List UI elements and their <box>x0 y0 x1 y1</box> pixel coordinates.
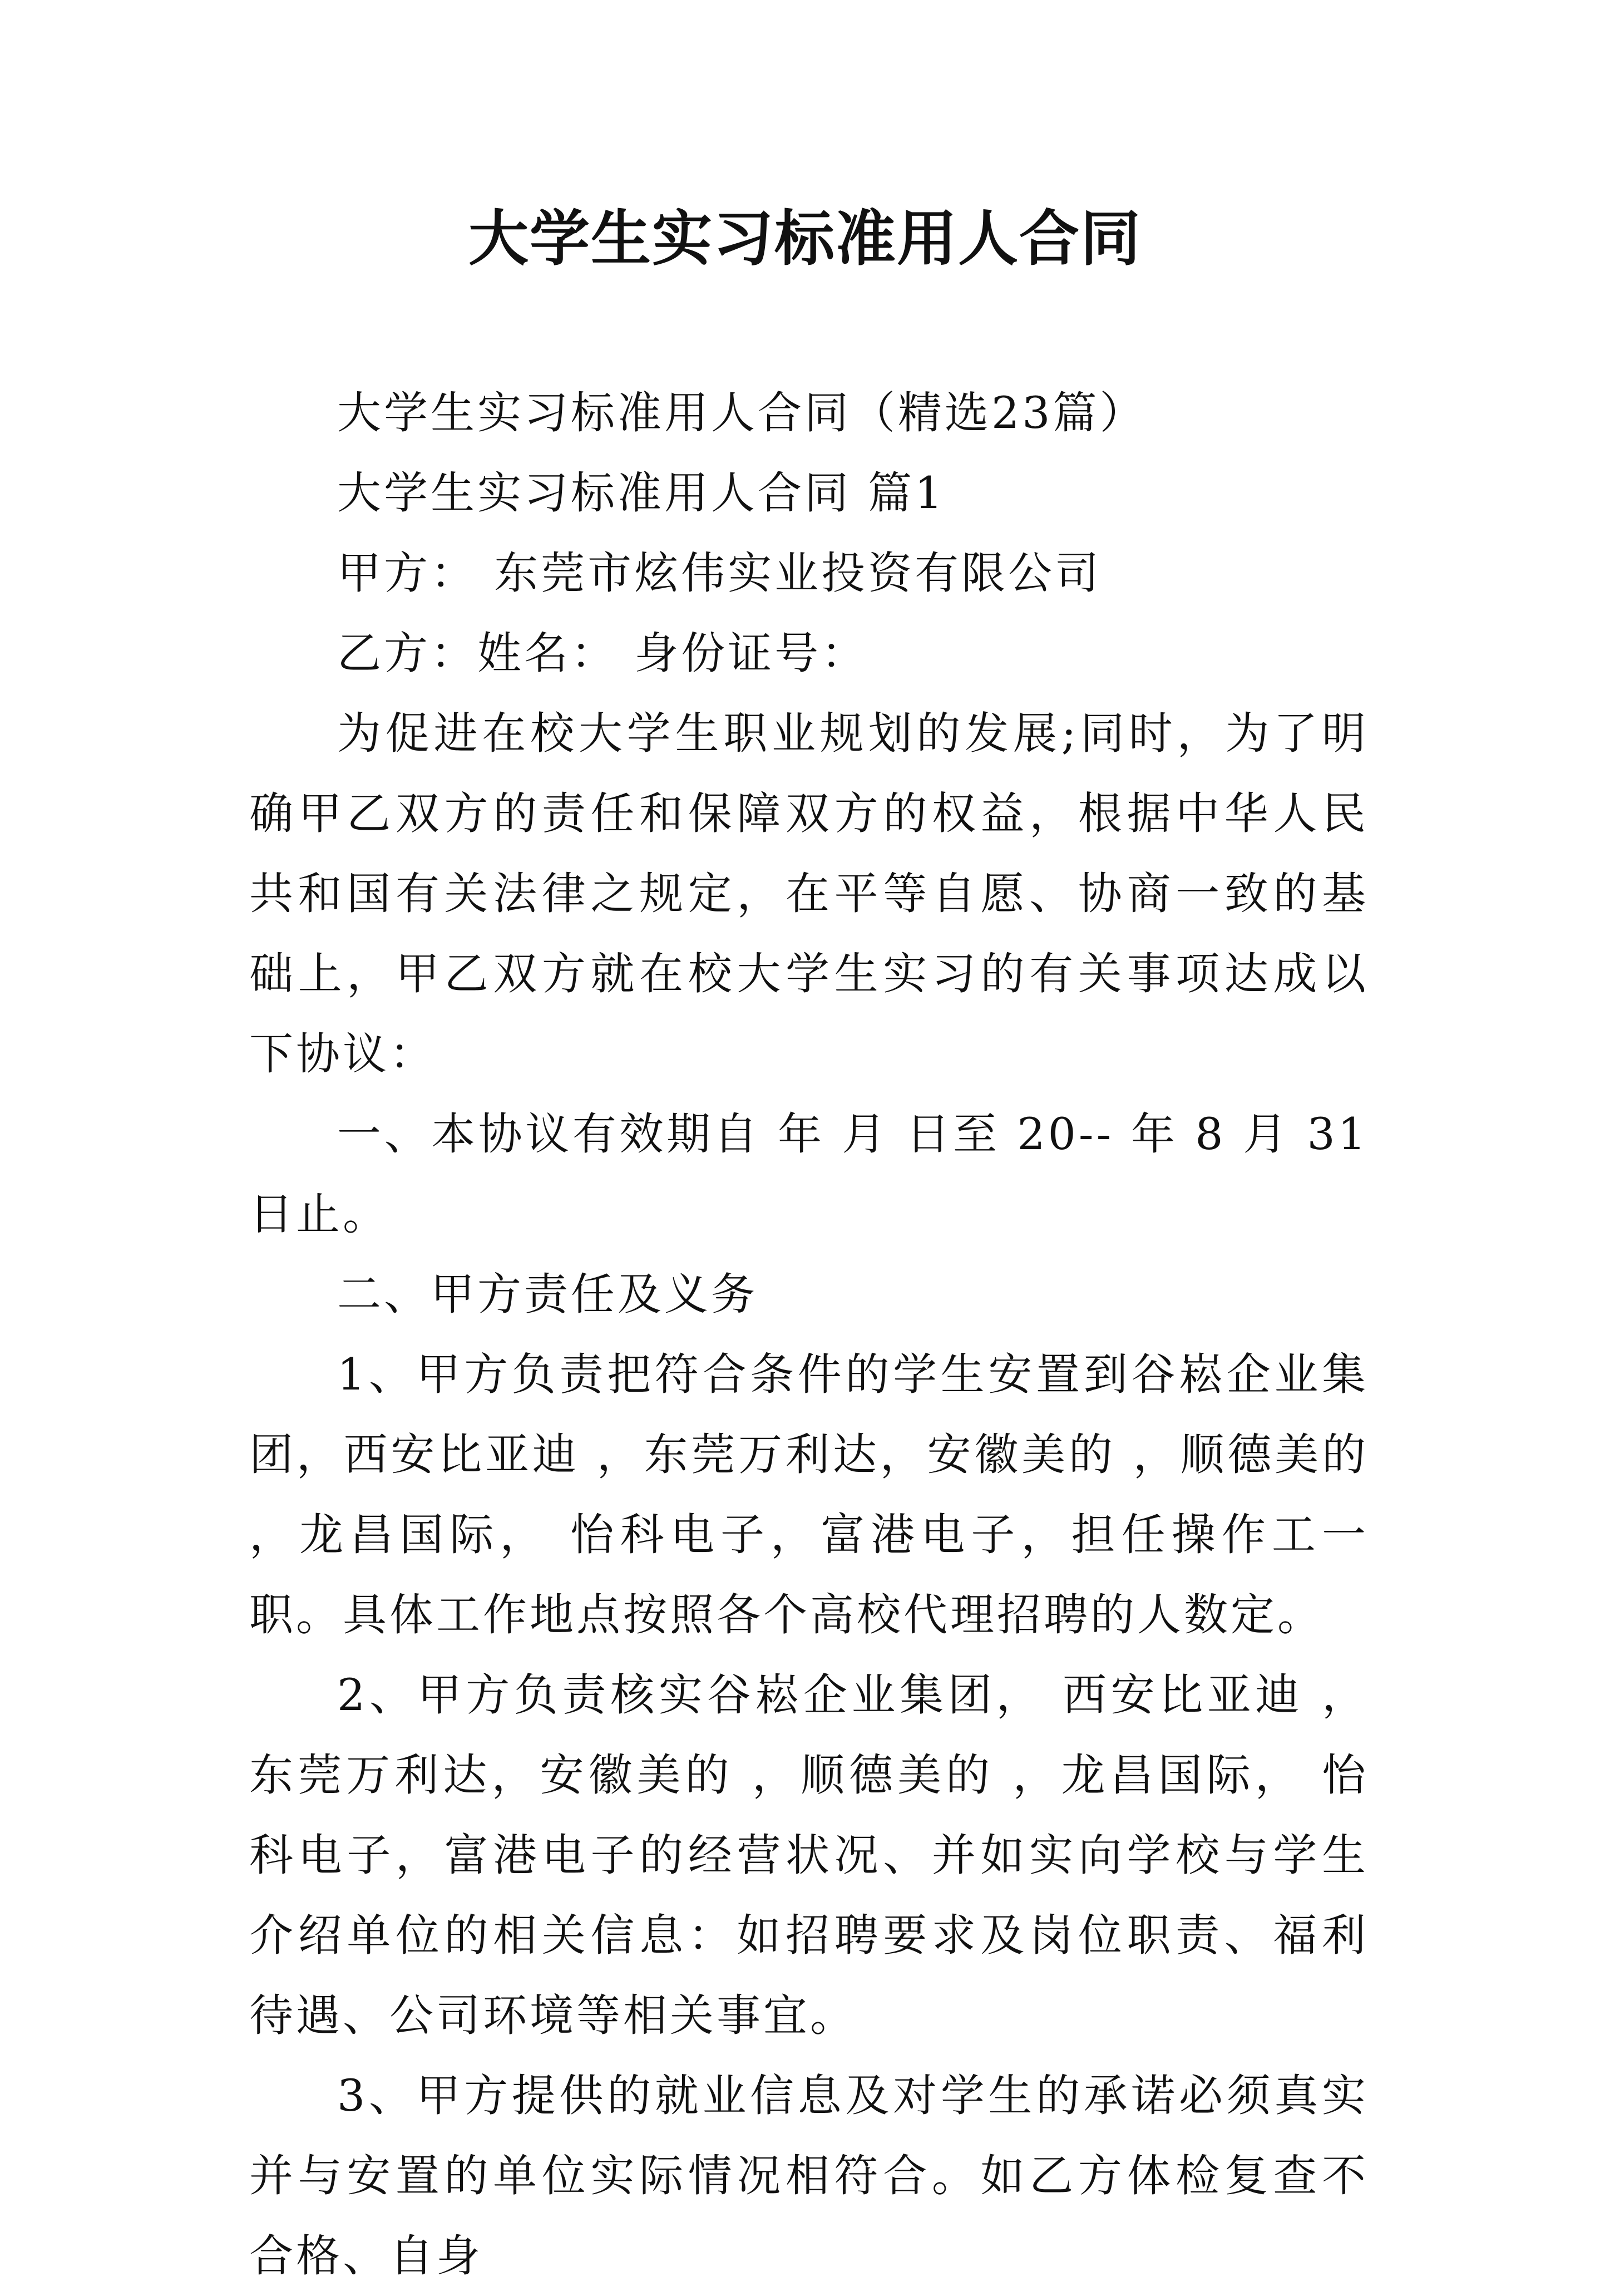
party-a-line: 甲方： 东莞市炫伟实业投资有限公司 <box>337 548 1102 599</box>
clause-item-1: 1、甲方负责把符合条件的学生安置到谷崧企业集团，西安比亚迪 ，东莞万利达，安徽美的 ，顺德美的 ，龙昌国际， 怡科电子，富港电子，担任操作工一职。具体工作地点按照各个高校代理招聘的人数定。 <box>249 1349 1386 1640</box>
clause-item-2: 2、甲方负责核实谷崧企业集团， 西安比亚迪 ，东莞万利达，安徽美的 ，顺德美的 ，龙昌国际， 怡科电子，富港电子的经营状况、并如实向学校与学生介绍单位的相关信息：如招聘要求及岗位职责、福利待遇、公司环境等相关事宜。 <box>249 1669 1369 2041</box>
preamble-paragraph: 为促进在校大学生职业规划的发展;同时，为了明确甲乙双方的责任和保障双方的权益，根据中华人民共和国有关法律之规定，在平等自愿、协商一致的基础上，甲乙双方就在校大学生实习的有关事项达成以下协议： <box>249 708 1369 1080</box>
subtitle-paragraph: 大学生实习标准用人合同（精选23篇） <box>337 387 1147 438</box>
clause-item-3: 3、甲方提供的就业信息及对学生的承诺必须真实并与安置的单位实际情况相符合。如乙方体检复查不合格、自身 <box>249 2070 1369 2282</box>
party-b-line: 乙方：姓名： 身份证号： <box>337 628 868 679</box>
clause-term: 一、本协议有效期自 年 月 日至 20-- 年 8 月 31 日止。 <box>249 1108 1386 1240</box>
clause-heading-party-a: 二、甲方责任及义务 <box>337 1269 758 1320</box>
section-heading: 大学生实习标准用人合同 篇1 <box>337 467 946 519</box>
document-title: 大学生实习标准用人合同 <box>468 204 1142 274</box>
document-body <box>249 373 1386 2296</box>
